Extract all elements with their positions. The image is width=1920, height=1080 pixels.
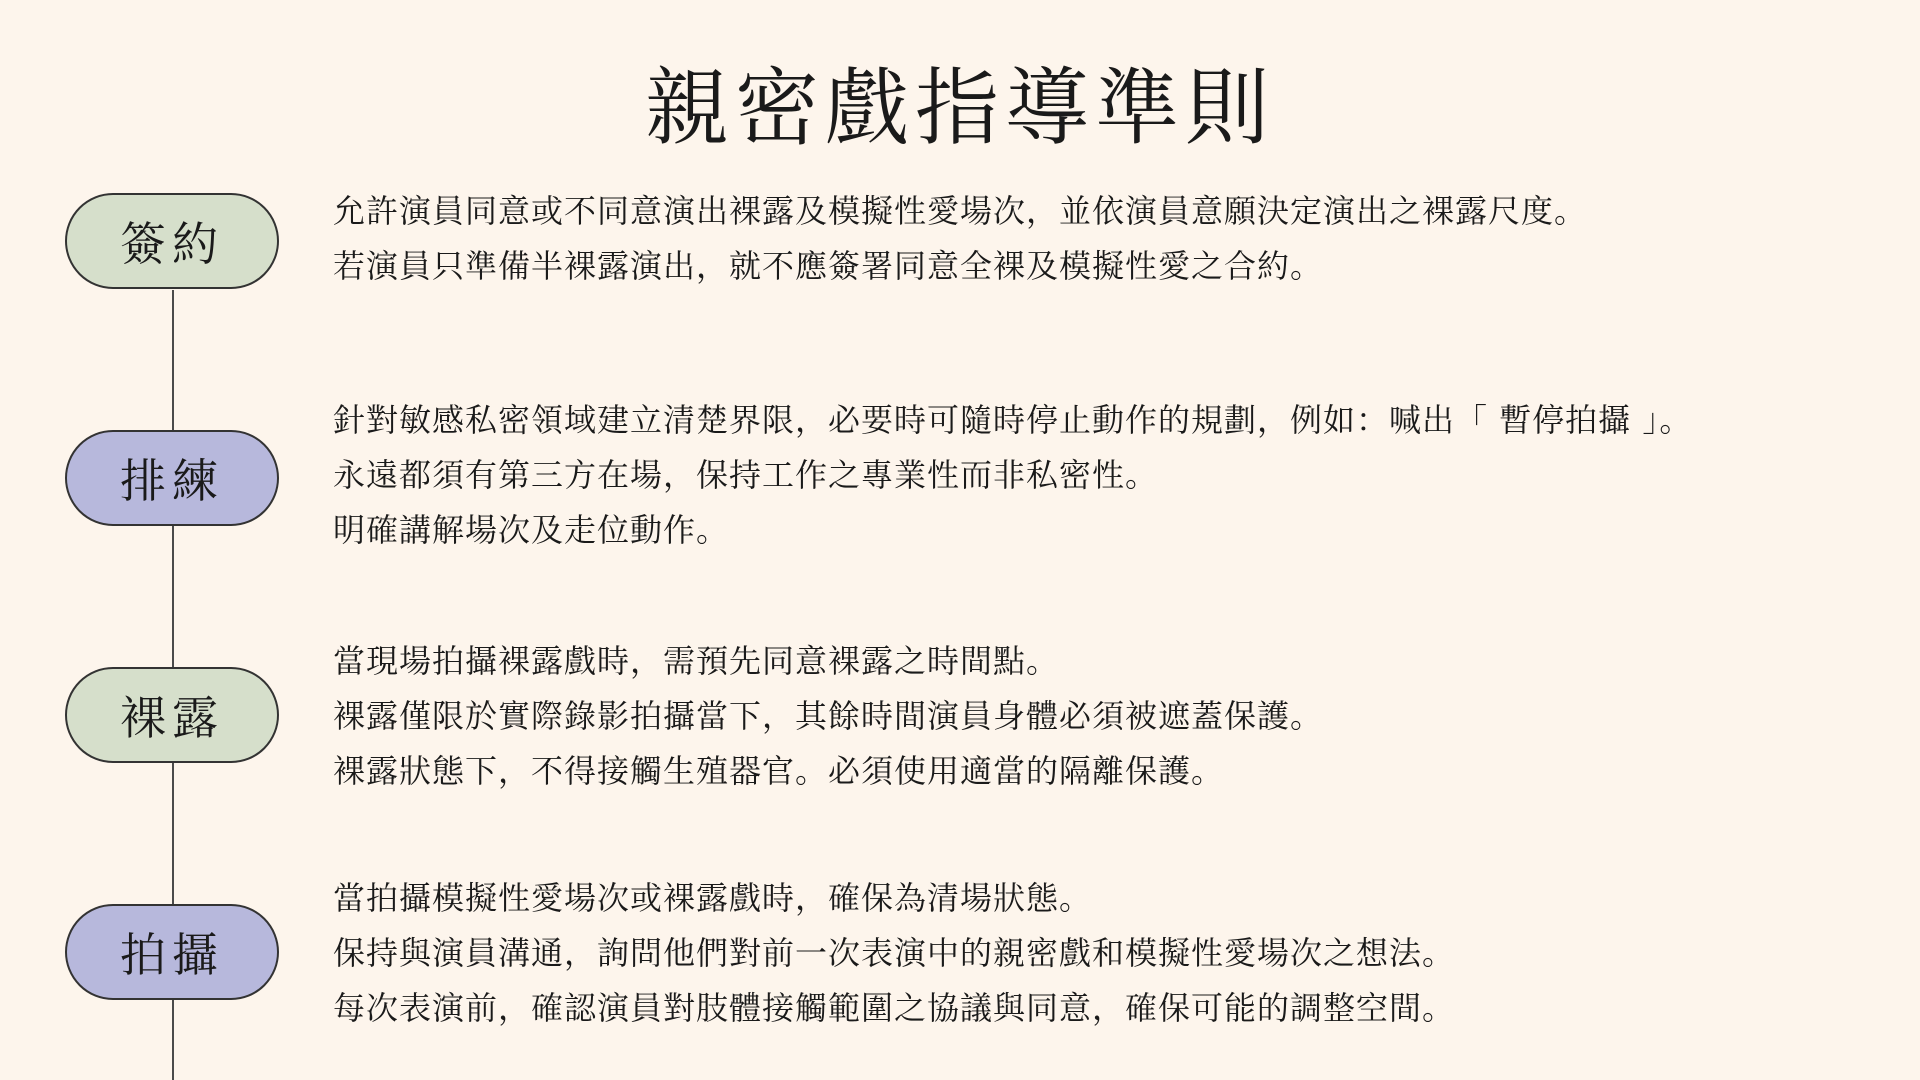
guideline-line: 當現場拍攝裸露戲時，需預先同意裸露之時間點。 — [333, 642, 1060, 680]
guideline-line: 裸露狀態下，不得接觸生殖器官。必須使用適當的隔離保護。 — [333, 752, 1225, 790]
section-label-rehearsal: 排練 — [65, 430, 279, 526]
section-lines-nudity — [333, 634, 1323, 799]
guideline-line: 當拍攝模擬性愛場次或裸露戲時，確保為清場狀態。 — [333, 879, 1093, 917]
section-lines-rehearsal — [333, 393, 1692, 558]
page-title: 親密戲指導準則 — [644, 59, 1275, 157]
section-lines-filming — [333, 871, 1455, 1036]
guideline-line: 允許演員同意或不同意演出裸露及模擬性愛場次，並依演員意願決定演出之裸露尺度。 — [333, 192, 1588, 230]
guideline-line: 永遠都須有第三方在場，保持工作之專業性而非私密性。 — [333, 456, 1159, 494]
guideline-line: 針對敏感私密領域建立清楚界限，必要時可隨時停止動作的規劃，例如：喊出「 暫停拍攝 」。 — [333, 401, 1693, 439]
section-label-contract: 簽約 — [65, 193, 279, 289]
guideline-line: 明確講解場次及走位動作。 — [333, 511, 730, 549]
guideline-line: 裸露僅限於實際錄影拍攝當下，其餘時間演員身體必須被遮蓋保護。 — [333, 697, 1324, 735]
section-lines-contract — [333, 184, 1587, 294]
guideline-line: 每次表演前，確認演員對肢體接觸範圍之協議與同意，確保可能的調整空間。 — [333, 989, 1456, 1027]
guideline-line: 保持與演員溝通，詢問他們對前一次表演中的親密戲和模擬性愛場次之想法。 — [333, 934, 1456, 972]
section-label-nudity: 裸露 — [65, 667, 279, 763]
section-label-filming: 拍攝 — [65, 904, 279, 1000]
guideline-line: 若演員只準備半裸露演出，就不應簽署同意全裸及模擬性愛之合約。 — [333, 247, 1324, 285]
